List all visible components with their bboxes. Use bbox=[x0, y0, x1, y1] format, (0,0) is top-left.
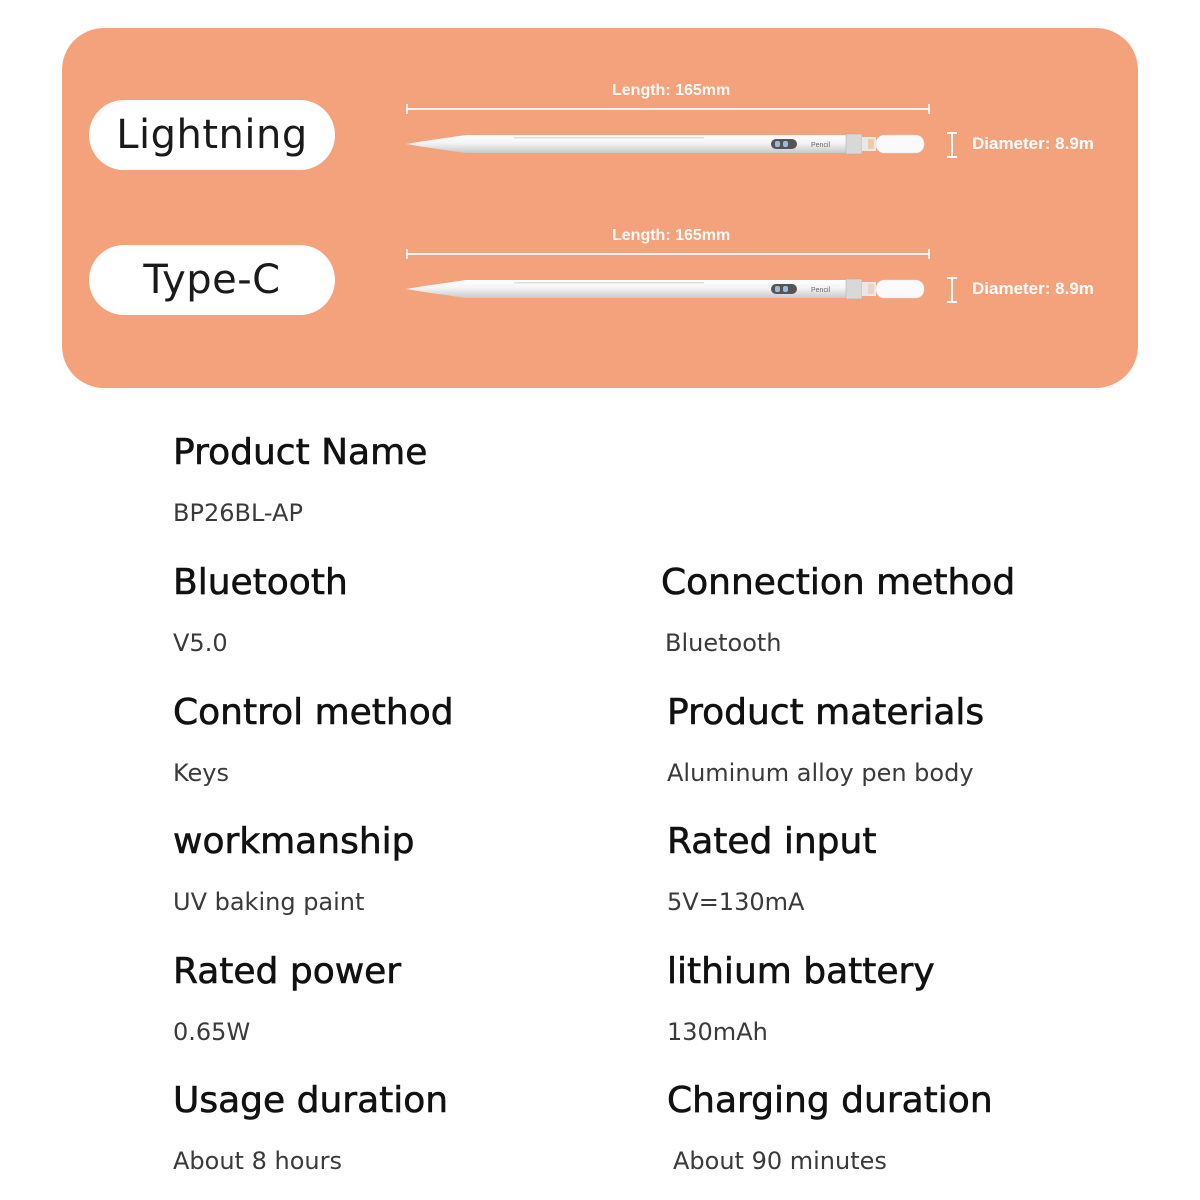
spec-label: Bluetooth bbox=[173, 562, 348, 603]
spec-product-name bbox=[173, 432, 427, 527]
length-label: Length: 165mm bbox=[612, 82, 731, 99]
spec-label: Usage duration bbox=[173, 1080, 449, 1121]
spec-label: Product Name bbox=[173, 432, 428, 473]
spec-value: BP26BL-AP bbox=[173, 499, 303, 527]
spec-value: Keys bbox=[173, 759, 230, 787]
length-dimension-line bbox=[406, 253, 930, 255]
length-label: Length: 165mm bbox=[612, 227, 731, 244]
diameter-icon bbox=[946, 132, 958, 158]
variants-panel bbox=[62, 28, 1138, 388]
spec-bluetooth bbox=[173, 562, 348, 657]
spec-control-method bbox=[173, 692, 454, 787]
length-dimension-line bbox=[406, 108, 930, 110]
spec-connection-method bbox=[661, 562, 1015, 657]
variant-name-pill: Type-C bbox=[89, 245, 335, 315]
stylus-pen-image bbox=[406, 275, 926, 303]
spec-workmanship bbox=[173, 821, 415, 916]
spec-value: 0.65W bbox=[173, 1018, 251, 1046]
stylus-pen-image bbox=[406, 130, 926, 158]
spec-label: Rated power bbox=[173, 951, 402, 992]
pen-brand-text: Pencil bbox=[811, 287, 831, 294]
spec-value: Bluetooth bbox=[665, 629, 782, 657]
spec-value: UV baking paint bbox=[173, 888, 365, 916]
variant-lightning bbox=[62, 82, 1138, 208]
spec-value: 130mAh bbox=[667, 1018, 768, 1046]
spec-rated-power bbox=[173, 951, 401, 1046]
spec-value: About 90 minutes bbox=[673, 1147, 887, 1175]
spec-charging-duration bbox=[667, 1080, 993, 1175]
spec-label: lithium battery bbox=[667, 951, 935, 992]
spec-value: Aluminum alloy pen body bbox=[667, 759, 974, 787]
spec-product-materials bbox=[667, 692, 984, 787]
spec-lithium-battery bbox=[667, 951, 935, 1046]
spec-value: About 8 hours bbox=[173, 1147, 342, 1175]
diameter-label: Diameter: 8.9m bbox=[972, 134, 1094, 153]
spec-label: Product materials bbox=[667, 692, 985, 733]
diameter-icon bbox=[946, 277, 958, 303]
spec-usage-duration bbox=[173, 1080, 448, 1175]
spec-label: workmanship bbox=[173, 821, 415, 862]
spec-value: 5V=130mA bbox=[667, 888, 805, 916]
spec-rated-input bbox=[667, 821, 876, 916]
spec-label: Rated input bbox=[667, 821, 877, 862]
diameter-label: Diameter: 8.9m bbox=[972, 279, 1094, 298]
spec-label: Connection method bbox=[661, 562, 1016, 603]
variant-type-c bbox=[62, 227, 1138, 353]
pen-brand-text: Pencil bbox=[811, 142, 831, 149]
variant-name-pill: Lightning bbox=[89, 100, 335, 170]
spec-value: V5.0 bbox=[173, 629, 228, 657]
spec-label: Charging duration bbox=[667, 1080, 993, 1121]
spec-label: Control method bbox=[173, 692, 454, 733]
